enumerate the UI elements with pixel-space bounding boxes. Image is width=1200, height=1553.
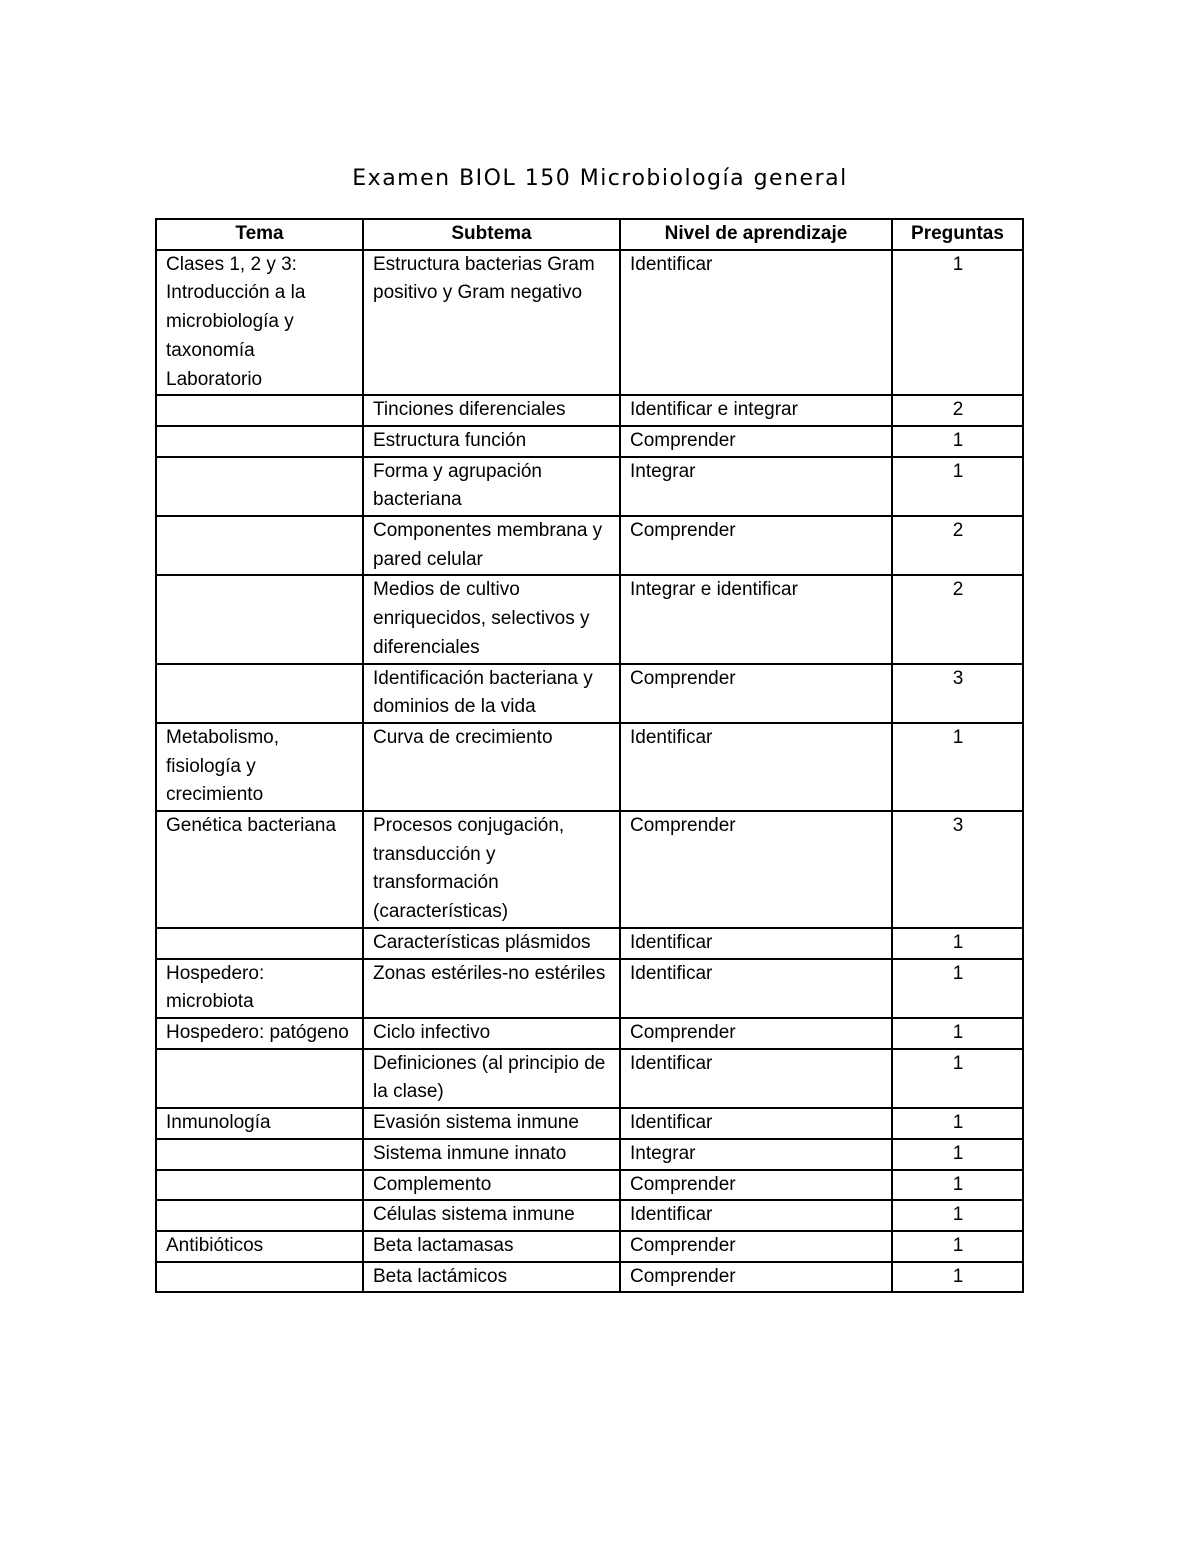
cell-nivel: Integrar: [620, 457, 892, 516]
table-row: [156, 457, 1023, 516]
table-header-row: [156, 219, 1023, 250]
cell-preguntas: 2: [892, 395, 1023, 426]
cell-subtema: Evasión sistema inmune: [363, 1108, 620, 1139]
cell-preguntas: 3: [892, 811, 1023, 928]
cell-preguntas: 2: [892, 575, 1023, 663]
cell-nivel: Identificar e integrar: [620, 395, 892, 426]
cell-nivel: Identificar: [620, 928, 892, 959]
cell-tema: Antibióticos: [156, 1231, 363, 1262]
cell-nivel: Identificar: [620, 723, 892, 811]
table-row: [156, 959, 1023, 1018]
cell-preguntas: 1: [892, 723, 1023, 811]
cell-subtema: Complemento: [363, 1170, 620, 1201]
cell-preguntas: 1: [892, 457, 1023, 516]
cell-tema: [156, 664, 363, 723]
cell-nivel: Comprender: [620, 1231, 892, 1262]
cell-subtema: Curva de crecimiento: [363, 723, 620, 811]
cell-tema: [156, 575, 363, 663]
cell-tema: [156, 1139, 363, 1170]
cell-preguntas: 2: [892, 516, 1023, 575]
cell-tema: Inmunología: [156, 1108, 363, 1139]
cell-preguntas: 1: [892, 1170, 1023, 1201]
exam-table: [155, 218, 1024, 1293]
cell-subtema: Zonas estériles-no estériles: [363, 959, 620, 1018]
cell-subtema: Componentes membrana y pared celular: [363, 516, 620, 575]
cell-tema: Clases 1, 2 y 3: Introducción a la microbiología y taxonomía Laboratorio: [156, 250, 363, 396]
cell-tema: Metabolismo, fisiología y crecimiento: [156, 723, 363, 811]
document-title: Examen BIOL 150 Microbiología general: [352, 166, 848, 191]
cell-subtema: Definiciones (al principio de la clase): [363, 1049, 620, 1108]
cell-subtema: Procesos conjugación, transducción y transformación (características): [363, 811, 620, 928]
cell-nivel: Comprender: [620, 1170, 892, 1201]
cell-nivel: Integrar e identificar: [620, 575, 892, 663]
cell-nivel: Identificar: [620, 1108, 892, 1139]
table-row: [156, 928, 1023, 959]
cell-nivel: Comprender: [620, 1018, 892, 1049]
cell-tema: Hospedero: microbiota: [156, 959, 363, 1018]
cell-preguntas: 1: [892, 426, 1023, 457]
table-row: [156, 1018, 1023, 1049]
cell-nivel: Comprender: [620, 811, 892, 928]
cell-preguntas: 1: [892, 250, 1023, 396]
cell-preguntas: 1: [892, 959, 1023, 1018]
table-row: [156, 723, 1023, 811]
cell-subtema: Forma y agrupación bacteriana: [363, 457, 620, 516]
cell-nivel: Identificar: [620, 959, 892, 1018]
cell-subtema: Beta lactamasas: [363, 1231, 620, 1262]
cell-tema: [156, 1170, 363, 1201]
cell-subtema: Beta lactámicos: [363, 1262, 620, 1293]
cell-subtema: Células sistema inmune: [363, 1200, 620, 1231]
table-body: [156, 250, 1023, 1293]
cell-tema: [156, 395, 363, 426]
cell-tema: [156, 928, 363, 959]
cell-subtema: Identificación bacteriana y dominios de la vida: [363, 664, 620, 723]
cell-preguntas: 1: [892, 928, 1023, 959]
table-row: [156, 1200, 1023, 1231]
cell-tema: [156, 1049, 363, 1108]
table-row: [156, 811, 1023, 928]
cell-preguntas: 1: [892, 1139, 1023, 1170]
table-row: [156, 1231, 1023, 1262]
cell-subtema: Estructura función: [363, 426, 620, 457]
cell-subtema: Tinciones diferenciales: [363, 395, 620, 426]
cell-nivel: Comprender: [620, 664, 892, 723]
table-row: [156, 426, 1023, 457]
cell-nivel: Integrar: [620, 1139, 892, 1170]
table-row: [156, 1108, 1023, 1139]
cell-subtema: Estructura bacterias Gram positivo y Gram negativo: [363, 250, 620, 396]
cell-nivel: Identificar: [620, 1200, 892, 1231]
cell-nivel: Comprender: [620, 426, 892, 457]
cell-subtema: Medios de cultivo enriquecidos, selectivos y diferenciales: [363, 575, 620, 663]
table-row: [156, 1262, 1023, 1293]
cell-preguntas: 3: [892, 664, 1023, 723]
cell-nivel: Identificar: [620, 1049, 892, 1108]
table-row: [156, 664, 1023, 723]
table-row: [156, 250, 1023, 396]
cell-tema: [156, 516, 363, 575]
table-row: [156, 516, 1023, 575]
cell-tema: [156, 1262, 363, 1293]
header-subtema: Subtema: [363, 219, 620, 250]
cell-preguntas: 1: [892, 1018, 1023, 1049]
cell-nivel: Identificar: [620, 250, 892, 396]
header-tema: Tema: [156, 219, 363, 250]
cell-subtema: Características plásmidos: [363, 928, 620, 959]
header-nivel: Nivel de aprendizaje: [620, 219, 892, 250]
cell-preguntas: 1: [892, 1231, 1023, 1262]
cell-tema: [156, 457, 363, 516]
table-row: [156, 395, 1023, 426]
cell-preguntas: 1: [892, 1262, 1023, 1293]
cell-nivel: Comprender: [620, 1262, 892, 1293]
header-preguntas: Preguntas: [892, 219, 1023, 250]
table-row: [156, 1139, 1023, 1170]
cell-subtema: Sistema inmune innato: [363, 1139, 620, 1170]
table-row: [156, 1049, 1023, 1108]
cell-tema: Genética bacteriana: [156, 811, 363, 928]
table-row: [156, 1170, 1023, 1201]
table-row: [156, 575, 1023, 663]
cell-subtema: Ciclo infectivo: [363, 1018, 620, 1049]
cell-preguntas: 1: [892, 1200, 1023, 1231]
cell-tema: [156, 1200, 363, 1231]
cell-nivel: Comprender: [620, 516, 892, 575]
cell-tema: Hospedero: patógeno: [156, 1018, 363, 1049]
cell-preguntas: 1: [892, 1049, 1023, 1108]
cell-preguntas: 1: [892, 1108, 1023, 1139]
cell-tema: [156, 426, 363, 457]
